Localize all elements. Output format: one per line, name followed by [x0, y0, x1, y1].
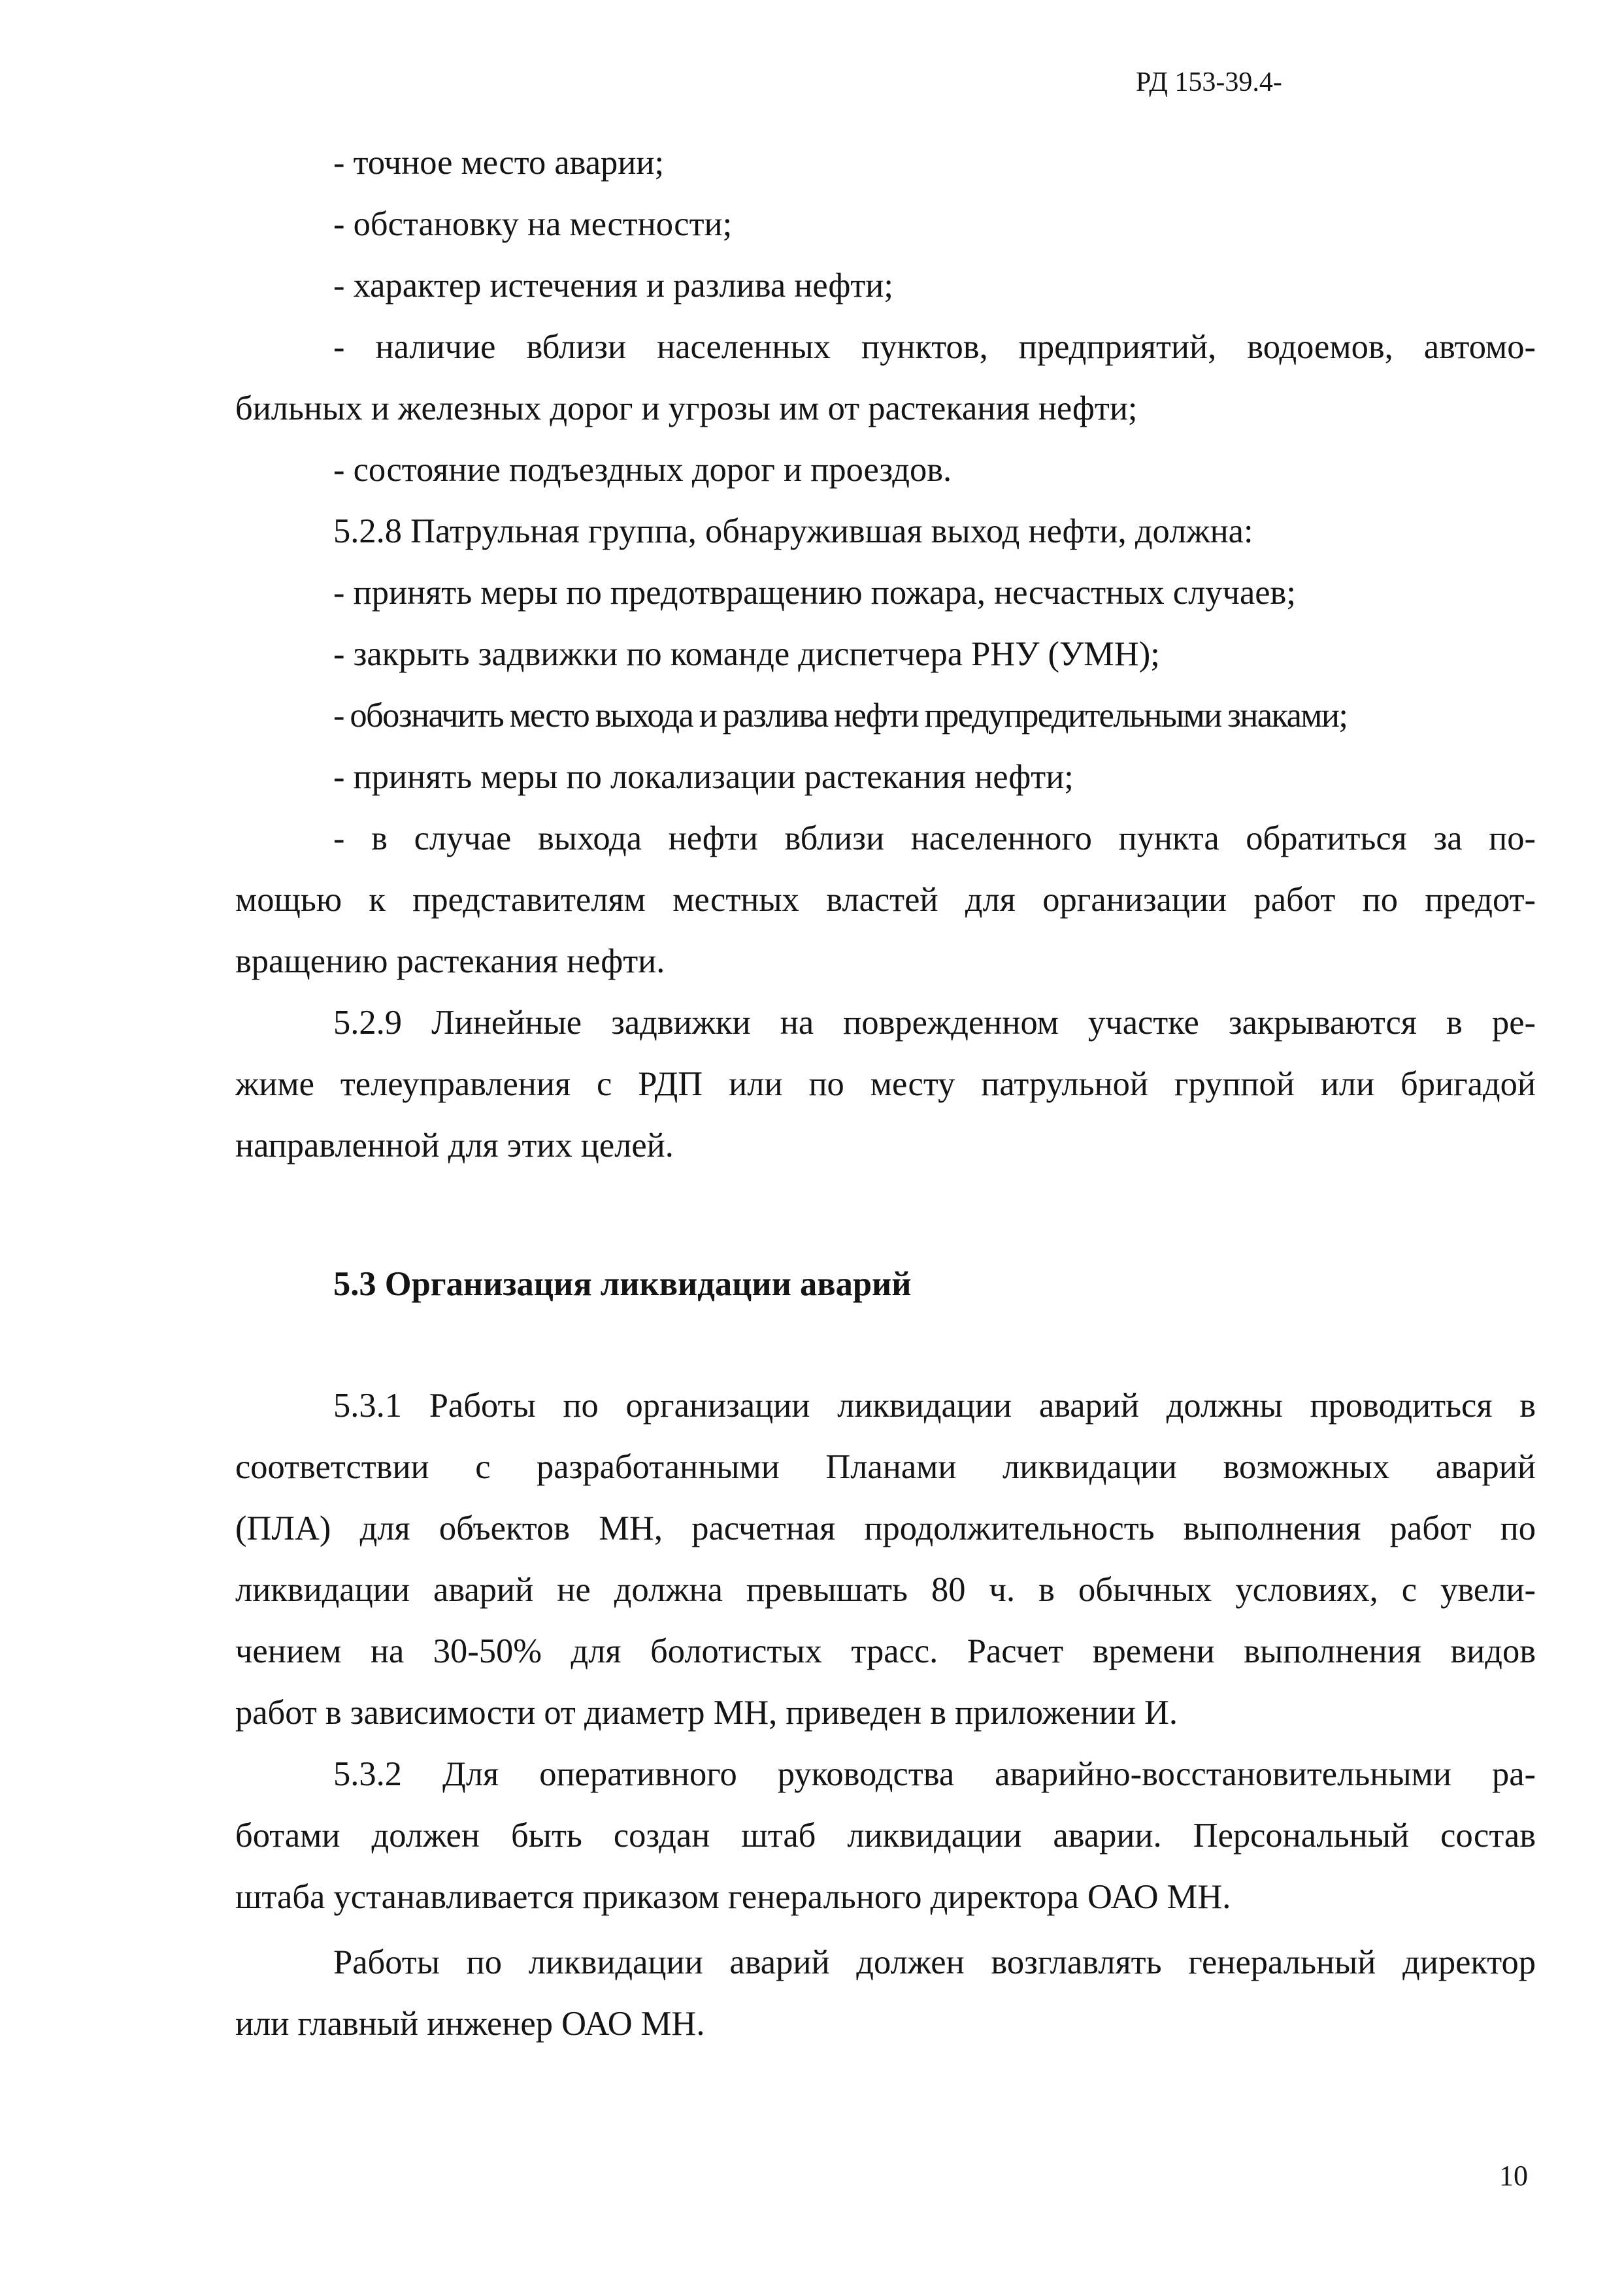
spacer — [235, 1176, 1536, 1253]
list-item-city-line-3: вращению растекания нефти. — [235, 942, 665, 980]
list-item: - принять меры по предотвращению пожара, несчастных случаев; — [333, 574, 1296, 612]
paragraph-5-2-9-line-1: 5.2.9 Линейные задвижки на поврежденном участке закрываются в ре- — [333, 1004, 1536, 1042]
paragraph-5-2-9-line-2: жиме телеуправления с РДП или по месту патрульной группой или бригадой — [235, 1065, 1536, 1103]
list-item-access: - состояние подъездных дорог и проездов. — [333, 451, 952, 489]
paragraph-5-2-8: 5.2.8 Патрульная группа, обнаружившая выход нефти, должна: — [333, 512, 1253, 550]
paragraph-5-3-1-line-3: (ПЛА) для объектов МН, расчетная продолжительность выполнения работ по — [235, 1509, 1536, 1547]
list-item-roads-line-2: бильных и железных дорог и угрозы им от растекания нефти; — [235, 389, 1138, 427]
document-body — [235, 132, 1536, 2054]
paragraph-5-3-1-line-6: работ в зависимости от диаметр МН, приведен в приложении И. — [235, 1694, 1178, 1732]
list-item: - закрыть задвижки по команде диспетчера РНУ (УМН); — [333, 635, 1160, 673]
paragraph-5-3-1-line-5: чением на 30-50% для болотистых трасс. Расчет времени выполнения видов — [235, 1632, 1536, 1670]
paragraph-5-3-2-line-3: штаба устанавливается приказом генерального директора ОАО МН. — [235, 1878, 1231, 1916]
paragraph-lead-line-2: или главный инженер ОАО МН. — [235, 2005, 705, 2043]
page-number: 10 — [1499, 2160, 1528, 2192]
section-title: 5.3 Организация ликвидации аварий — [333, 1265, 912, 1303]
paragraph-5-3-2-line-2: ботами должен быть создан штаб ликвидации аварии. Персональный состав — [235, 1817, 1536, 1855]
list-item: - характер истечения и разлива нефти; — [333, 267, 893, 305]
list-item: - обстановку на местности; — [333, 205, 733, 243]
document-code: РД 153-39.4- — [1136, 67, 1282, 97]
list-item: - точное место аварии; — [333, 144, 665, 182]
list-item-roads-line-1: - наличие вблизи населенных пунктов, предприятий, водоемов, автомо- — [333, 328, 1536, 366]
list-item-city-line-2: мощью к представителям местных властей для организации работ по предот- — [235, 881, 1536, 919]
list-item-city-line-1: - в случае выхода нефти вблизи населенного пункта обратиться за по- — [333, 819, 1536, 857]
spacer — [235, 1315, 1536, 1375]
paragraph-5-3-2-line-1: 5.3.2 Для оперативного руководства аварийно-восстановительными ра- — [333, 1755, 1536, 1793]
list-item: - принять меры по локализации растекания нефти; — [333, 758, 1074, 796]
paragraph-5-2-9-line-3: направленной для этих целей. — [235, 1127, 674, 1164]
paragraph-lead-line-1: Работы по ликвидации аварий должен возглавлять генеральный директор — [333, 1943, 1536, 1981]
paragraph-5-3-1-line-2: соответствии с разработанными Планами ликвидации возможных аварий — [235, 1448, 1536, 1486]
list-item: - обозначить место выхода и разлива нефти предупредительными знаками; — [333, 697, 1348, 734]
paragraph-5-3-1-line-1: 5.3.1 Работы по организации ликвидации аварий должны проводиться в — [333, 1387, 1536, 1425]
paragraph-5-3-1-line-4: ликвидации аварий не должна превышать 80 ч. в обычных условиях, с увели- — [235, 1571, 1536, 1609]
